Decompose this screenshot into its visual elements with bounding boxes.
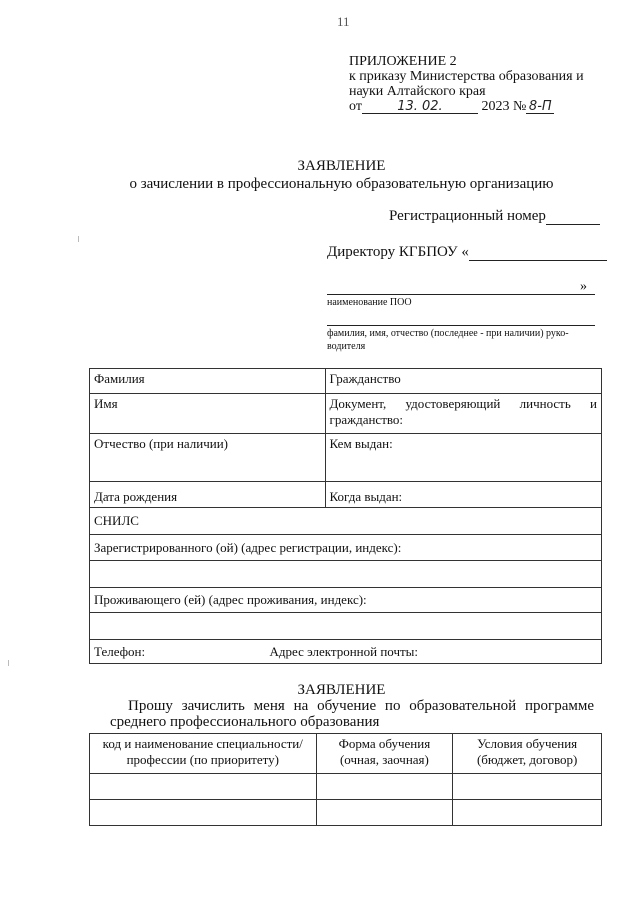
appendix-block (349, 54, 584, 114)
spec-cell[interactable] (90, 800, 317, 826)
issued-by-cell[interactable]: Кем выдан: (325, 434, 602, 482)
scan-mark (8, 660, 9, 666)
fio-note-line2: водителя (327, 341, 366, 352)
phone-label: Телефон: (94, 643, 146, 659)
citizenship-cell[interactable]: Гражданство (325, 369, 602, 394)
registration-number-label (389, 208, 600, 225)
fio-line (327, 325, 595, 326)
table-row (90, 508, 602, 535)
spec-header-form: Форма обучения (очная, заочная) (316, 734, 453, 774)
director-field (469, 246, 607, 261)
table-row (90, 434, 602, 482)
appendix-title: ПРИЛОЖЕНИЕ 2 (349, 54, 457, 69)
surname-cell[interactable]: Фамилия (90, 369, 326, 394)
spec-header-conditions: Условия обучения (бюджет, договор) (453, 734, 602, 774)
snils-cell[interactable]: СНИЛС (90, 508, 602, 535)
residence-address-input-cell[interactable] (90, 613, 602, 640)
table-row (90, 561, 602, 588)
document-subtitle: о зачислении в профессиональную образовательную организацию (129, 176, 554, 192)
spec-cell[interactable] (453, 800, 602, 826)
id-document-cell[interactable]: Документ, удостоверяющий личность и гражданство: (325, 394, 602, 434)
spec-cell[interactable] (90, 774, 317, 800)
spec-header-specialty: код и наименование специальности/ профессии (по приоритету) (90, 734, 317, 774)
patronymic-cell[interactable]: Отчество (при наличии) (90, 434, 326, 482)
birth-date-cell[interactable]: Дата рождения (90, 482, 326, 508)
specialty-table (89, 733, 602, 826)
registered-address-input-cell[interactable] (90, 561, 602, 588)
table-row (90, 800, 602, 826)
spec-cell[interactable] (316, 800, 453, 826)
handwritten-date: 13. 02. (362, 99, 478, 114)
registration-number-field (546, 210, 600, 225)
closing-quote: » (580, 279, 587, 294)
table-row (90, 613, 602, 640)
applicant-form-table (89, 368, 602, 664)
table-row (90, 640, 602, 664)
table-row (90, 369, 602, 394)
scan-mark (78, 236, 79, 242)
appendix-order-line: к приказу Министерства образования и (349, 69, 584, 84)
spec-cell[interactable] (453, 774, 602, 800)
poo-name-note: наименование ПОО (327, 297, 412, 308)
spec-cell[interactable] (316, 774, 453, 800)
fio-note-line1: фамилия, имя, отчество (последнее - при наличии) руко- (327, 328, 569, 339)
issued-when-cell[interactable]: Когда выдан: (325, 482, 602, 508)
name-cell[interactable]: Имя (90, 394, 326, 434)
registration-number-text: Регистрационный номер (389, 208, 546, 224)
contacts-cell[interactable] (90, 640, 602, 664)
table-row (90, 535, 602, 561)
page-number: 11 (337, 14, 350, 29)
statement-text: Прошу зачислить меня на обучение по образовательной программе среднего профессионального образования (110, 698, 594, 730)
year-number-label: 2023 № (481, 99, 527, 114)
table-row (90, 774, 602, 800)
director-label: Директору КГБПОУ « (327, 244, 469, 260)
from-prefix: от (349, 99, 362, 114)
appendix-date-line (349, 99, 584, 114)
email-label: Адрес электронной почты: (269, 643, 419, 659)
table-row (90, 734, 602, 774)
handwritten-order-number: 8-П (526, 99, 554, 114)
director-line (327, 244, 607, 261)
document-title: ЗАЯВЛЕНИЕ (297, 158, 386, 174)
registered-address-cell[interactable]: Зарегистрированного (ой) (адрес регистрации, индекс): (90, 535, 602, 561)
table-row (90, 588, 602, 613)
table-row (90, 394, 602, 434)
table-row (90, 482, 602, 508)
residence-address-cell[interactable]: Проживающего (ей) (адрес проживания, индекс): (90, 588, 602, 613)
appendix-ministry-line: науки Алтайского края (349, 84, 486, 99)
poo-name-line (327, 294, 595, 295)
statement-title: ЗАЯВЛЕНИЕ (297, 682, 386, 698)
